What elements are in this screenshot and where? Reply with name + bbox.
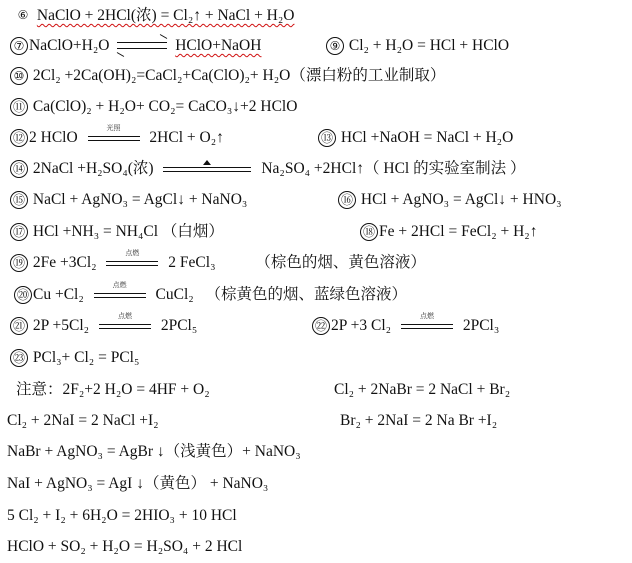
equation-products: HClO+NaOH	[175, 37, 262, 54]
equation-products: CuCl₂	[155, 286, 194, 303]
equation-reactants: 2Fe +3Cl₂	[32, 254, 97, 271]
equation-text: HClO + SO₂ + H₂O = H₂SO₄ + 2 HCl	[7, 538, 243, 555]
equation-text: NaI + AgNO₃ = AgI ↓（黄色） + NaNO₃	[7, 475, 269, 492]
equation-21	[10, 312, 198, 336]
equation-text: 2Cl₂ +2Ca(OH)₂=CaCl₂+Ca(ClO)₂+ H₂O（漂白粉的工业制取）	[32, 67, 446, 84]
equation-number: ⑮	[10, 191, 28, 209]
equation-reactants: 2P +3 Cl₂	[331, 317, 392, 334]
equation-19	[10, 249, 426, 273]
equation-products: 2 FeCl₃	[168, 254, 216, 271]
equation-text: Cl₂ + 2NaI = 2 NaCl +I₂	[7, 412, 159, 429]
reaction-condition-arrow	[395, 312, 459, 336]
equation-reactants: 2 HClO	[29, 129, 78, 146]
equation-nabr-agno3	[7, 442, 301, 462]
equation-text: Fe + 2HCl = FeCl₂ + H₂↑	[379, 223, 538, 240]
equation-7	[10, 36, 261, 56]
equation-12	[10, 124, 224, 148]
equation-cl2-nai	[7, 411, 159, 431]
equation-reactants: Cu +Cl₂	[33, 286, 84, 303]
equation-number: ㉓	[10, 349, 28, 367]
equation-text: Br₂ + 2NaI = 2 Na Br +I₂	[340, 412, 498, 429]
equation-text: NaBr + AgNO₃ = AgBr ↓（浅黄色）+ NaNO₃	[7, 443, 301, 460]
equation-number: ⑯	[338, 191, 356, 209]
condition-label: 点燃	[125, 249, 140, 258]
heat-triangle-icon	[203, 160, 211, 165]
equation-cl2-i2-water	[7, 506, 237, 526]
equation-number: ㉒	[312, 317, 330, 335]
equation-number: ⑫	[10, 129, 28, 147]
equation-number: ⑰	[10, 223, 28, 241]
equation-number: ⑳	[14, 286, 32, 304]
equation-note: （棕黄色的烟、蓝绿色溶液）	[205, 286, 408, 303]
equation-18	[360, 222, 537, 242]
equation-hclo-so2	[7, 537, 242, 557]
equation-number: ⑦	[10, 37, 28, 55]
equation-11	[10, 97, 297, 117]
equation-number: ⑩	[10, 67, 28, 85]
equation-text: Cl₂ + 2NaBr = 2 NaCl + Br₂	[334, 381, 511, 398]
equation-16	[338, 190, 562, 210]
equation-text: Cl₂ + H₂O = HCl + HClO	[348, 37, 510, 54]
equation-10	[10, 66, 445, 86]
equation-br2-nai	[340, 411, 497, 431]
condition-label: 点燃	[117, 312, 132, 321]
equation-number: ㉑	[10, 317, 28, 335]
reversible-arrow-icon	[113, 39, 171, 53]
equation-note: （棕色的烟、黄色溶液）	[255, 254, 426, 271]
condition-label: 点燃	[419, 312, 434, 321]
equation-text: NaClO + 2HCl(浓) = Cl₂↑ + NaCl + H₂O	[36, 7, 295, 24]
equation-reactants: 2NaCl +H₂SO₄(浓)	[32, 160, 154, 177]
equation-text: HCl +NaOH = NaCl + H₂O	[340, 129, 514, 146]
equation-products: Na₂SO₄ +2HCl↑（ HCl 的实验室制法 ）	[261, 160, 526, 177]
note-fluorine-water	[16, 380, 210, 400]
equation-text: 2F₂+2 H₂O = 4HF + O₂	[62, 381, 210, 398]
equation-reactants: NaClO+H₂O	[29, 37, 110, 54]
condition-label: 光照	[106, 124, 121, 133]
reaction-condition-arrow	[82, 124, 146, 148]
reaction-condition-arrow	[100, 249, 164, 273]
equation-text: Ca(ClO)₂ + H₂O+ CO₂= CaCO₃↓+2 HClO	[32, 98, 298, 115]
equation-text: 5 Cl₂ + I₂ + 6H₂O = 2HIO₃ + 10 HCl	[7, 507, 237, 524]
equation-17	[10, 222, 224, 242]
equation-text: NaCl + AgNO₃ = AgCl↓ + NaNO₃	[32, 191, 248, 208]
equation-15	[10, 190, 247, 210]
equation-nai-agno3	[7, 474, 268, 494]
equation-number: ⑬	[318, 129, 336, 147]
equation-20	[14, 281, 408, 305]
heat-condition-arrow	[157, 159, 257, 179]
condition-label: 点燃	[112, 281, 127, 290]
equation-14	[10, 159, 525, 179]
equation-9	[326, 36, 509, 56]
equation-text: HCl + AgNO₃ = AgCl↓ + HNO₃	[360, 191, 562, 208]
equation-cl2-nabr	[334, 380, 510, 400]
note-label: 注意：	[16, 381, 63, 398]
equation-6	[14, 6, 294, 26]
equation-22	[312, 312, 500, 336]
equation-13	[318, 128, 513, 148]
reaction-condition-arrow	[88, 281, 152, 305]
equation-number: ⑪	[10, 98, 28, 116]
equation-text: HCl +NH₃ = NH₄Cl （白烟）	[32, 223, 224, 240]
equation-reactants: 2P +5Cl₂	[32, 317, 90, 334]
equation-text: PCl₃+ Cl₂ = PCl₅	[32, 349, 140, 366]
equation-products: 2PCl₃	[462, 317, 500, 334]
reaction-condition-arrow	[93, 312, 157, 336]
equation-23	[10, 348, 139, 368]
equation-products: 2HCl + O₂↑	[149, 129, 224, 146]
equation-number: ⑥	[17, 8, 29, 23]
equation-number: ⑱	[360, 223, 378, 241]
equation-number: ⑭	[10, 160, 28, 178]
equation-products: 2PCl₅	[160, 317, 198, 334]
equation-number: ⑨	[326, 37, 344, 55]
equation-number: ⑲	[10, 254, 28, 272]
